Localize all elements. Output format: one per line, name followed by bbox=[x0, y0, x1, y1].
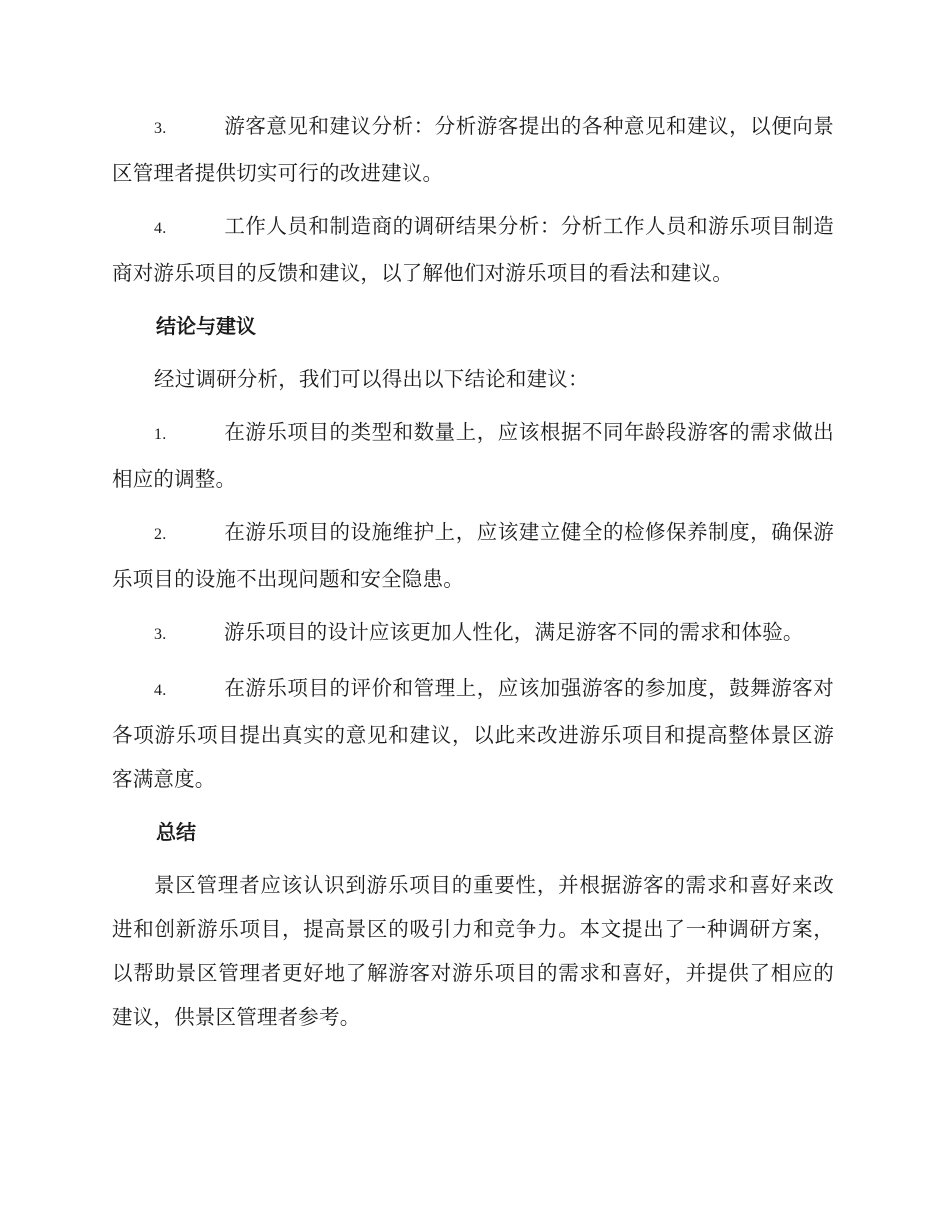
list-number: 3. bbox=[154, 120, 167, 137]
list-number: 1. bbox=[154, 426, 167, 443]
list-item bbox=[112, 204, 834, 295]
list-item bbox=[112, 666, 834, 801]
list-number: 2. bbox=[154, 526, 167, 543]
conclusion-intro: 经过调研分析，我们可以得出以下结论和建议： bbox=[154, 367, 589, 391]
list-text: 游乐项目的设计应该更加人性化，满足游客不同的需求和体验。 bbox=[224, 620, 804, 644]
list-item bbox=[112, 610, 834, 657]
list-item bbox=[112, 510, 834, 601]
section-heading-summary: 总结 bbox=[156, 820, 196, 844]
list-item bbox=[112, 104, 834, 195]
section-heading-conclusion: 结论与建议 bbox=[156, 314, 256, 338]
document-page bbox=[112, 104, 834, 1048]
list-text: 在游乐项目的评价和管理上，应该加强游客的参加度，鼓舞游客对各项游乐项目提出真实的意见和建议，以此来改进游乐项目和提高整体景区游客满意度。 bbox=[112, 676, 834, 791]
list-text: 在游乐项目的类型和数量上，应该根据不同年龄段游客的需求做出相应的调整。 bbox=[112, 420, 834, 491]
list-item bbox=[112, 410, 834, 501]
summary-paragraph: 景区管理者应该认识到游乐项目的重要性，并根据游客的需求和喜好来改进和创新游乐项目，提高景区的吸引力和竞争力。本文提出了一种调研方案，以帮助景区管理者更好地了解游客对游乐项目的需求和喜好，并提供了相应的建议，供景区管理者参考。 bbox=[112, 873, 834, 1029]
list-number: 3. bbox=[154, 626, 167, 643]
list-number: 4. bbox=[154, 220, 167, 237]
list-text: 工作人员和制造商的调研结果分析：分析工作人员和游乐项目制造商对游乐项目的反馈和建议，以了解他们对游乐项目的看法和建议。 bbox=[112, 214, 834, 285]
list-number: 4. bbox=[154, 682, 167, 699]
list-text: 游客意见和建议分析：分析游客提出的各种意见和建议，以便向景区管理者提供切实可行的改进建议。 bbox=[112, 114, 834, 185]
list-text: 在游乐项目的设施维护上，应该建立健全的检修保养制度，确保游乐项目的设施不出现问题和安全隐患。 bbox=[112, 520, 834, 591]
